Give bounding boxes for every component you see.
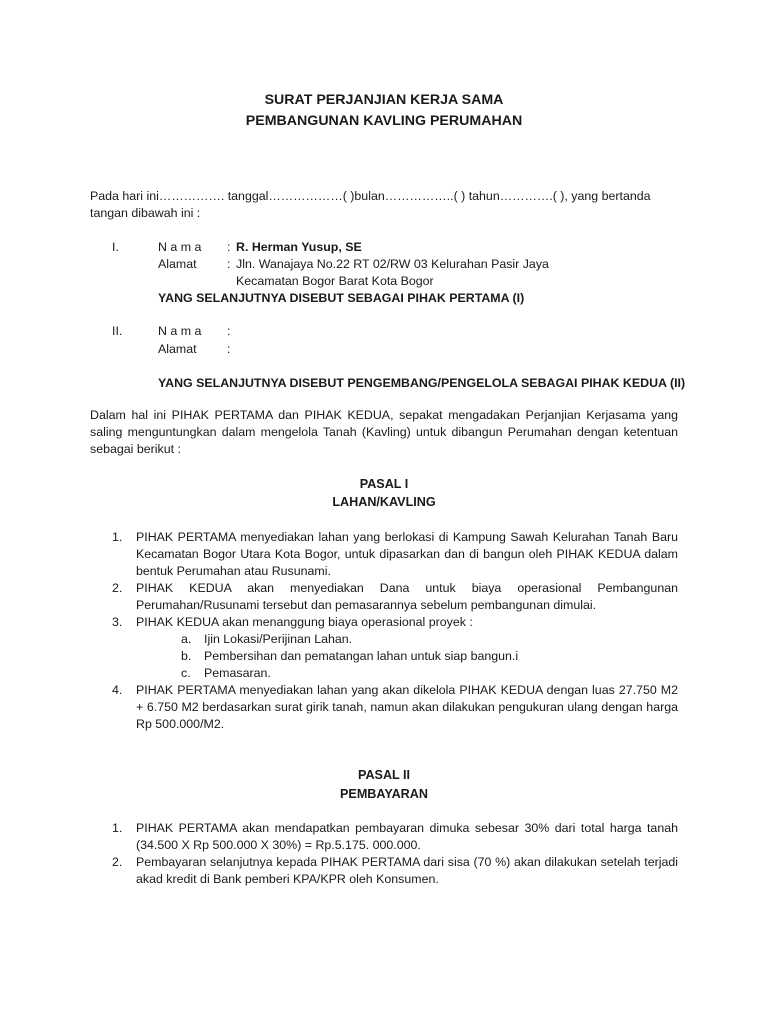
- subitem-letter: b.: [181, 649, 192, 663]
- party-2-nama-colon: :: [227, 324, 231, 338]
- party-2-alamat-colon: :: [227, 342, 231, 356]
- subitem-text: Pemasaran.: [204, 666, 271, 680]
- list-number: 1.: [112, 530, 123, 544]
- list-number: 4.: [112, 683, 123, 697]
- intro-paragraph: Dalam hal ini PIHAK PERTAMA dan PIHAK KEDUA, sepakat mengadakan Perjanjian Kerjasama yang saling menguntungkan dalam mengelola Tanah (Kavling) untuk dibangun Perumahan dengan ketentuan sebagai berikut :: [90, 408, 678, 456]
- party-2-numeral: II.: [112, 324, 123, 338]
- party-1-designation: YANG SELANJUTNYA DISEBUT SEBAGAI PIHAK PERTAMA (I): [158, 291, 525, 305]
- pasal-1-title: LAHAN/KAVLING: [332, 495, 436, 509]
- party-2-designation: YANG SELANJUTNYA DISEBUT PENGEMBANG/PENGELOLA SEBAGAI PIHAK KEDUA (II): [158, 376, 686, 390]
- subitem-letter: c.: [181, 666, 191, 680]
- pasal-1-number: PASAL I: [359, 477, 409, 491]
- list-text: PIHAK PERTAMA menyediakan lahan yang berlokasi di Kampung Sawah Kelurahan Tanah Baru Kecamatan Bogor Utara Kota Bogor, untuk dipasarkan dan di bangun oleh PIHAK KEDUA dalam bentuk Perumahan atau Rusunami.: [136, 530, 678, 578]
- list-text: PIHAK KEDUA akan menyediakan Dana untuk biaya operasional Pembangunan Perumahan/Rusunami tersebut dan pemasarannya sebelum pembangunan dimulai.: [136, 581, 678, 612]
- list-text: PIHAK KEDUA akan menanggung biaya operasional proyek :: [136, 615, 473, 629]
- opening-line-2: tangan dibawah ini :: [90, 206, 201, 220]
- pasal-2-number: PASAL II: [357, 768, 411, 782]
- party-1-nama-label: N a m a: [158, 240, 202, 254]
- party-1-nama-value: R. Herman Yusup, SE: [236, 240, 362, 254]
- list-number: 1.: [112, 821, 123, 835]
- document-title-line-1: SURAT PERJANJIAN KERJA SAMA: [264, 92, 504, 108]
- party-1-numeral: I.: [112, 240, 119, 254]
- list-text: PIHAK PERTAMA menyediakan lahan yang akan dikelola PIHAK KEDUA dengan luas 27.750 M2 + 6.750 M2 berdasarkan surat girik tanah, namun akan dilakukan pengukuran ulang dengan harga Rp 500.000/M2.: [136, 683, 678, 731]
- pasal-2-title: PEMBAYARAN: [340, 787, 428, 801]
- list-text: PIHAK PERTAMA akan mendapatkan pembayaran dimuka sebesar 30% dari total harga tanah (34.500 X Rp 500.000 X 30%) = Rp.5.175. 000.000.: [136, 821, 678, 852]
- party-2-alamat-label: Alamat: [158, 342, 197, 356]
- document-title-line-2: PEMBANGUNAN KAVLING PERUMAHAN: [245, 113, 523, 129]
- party-1-alamat-colon: :: [227, 257, 231, 271]
- opening-line-1: Pada hari ini……………. tanggal………………( )bulan……………..( ) tahun………….( ), yang bertanda: [90, 189, 651, 203]
- subitem-text: Pembersihan dan pematangan lahan untuk siap bangun.i: [204, 649, 519, 663]
- party-2-nama-label: N a m a: [158, 324, 202, 338]
- party-1-nama-colon: :: [227, 240, 231, 254]
- list-number: 2.: [112, 855, 123, 869]
- party-1-alamat-line-1: Jln. Wanajaya No.22 RT 02/RW 03 Kelurahan Pasir Jaya: [236, 257, 549, 271]
- list-text: Pembayaran selanjutnya kepada PIHAK PERTAMA dari sisa (70 %) akan dilakukan setelah terjadi akad kredit di Bank pemberi KPA/KPR oleh Konsumen.: [136, 855, 678, 886]
- list-number: 2.: [112, 581, 123, 595]
- party-1-alamat-label: Alamat: [158, 257, 197, 271]
- party-1-alamat-line-2: Kecamatan Bogor Barat Kota Bogor: [236, 274, 434, 288]
- list-number: 3.: [112, 615, 123, 629]
- subitem-text: Ijin Lokasi/Perijinan Lahan.: [204, 632, 353, 646]
- subitem-letter: a.: [181, 632, 192, 646]
